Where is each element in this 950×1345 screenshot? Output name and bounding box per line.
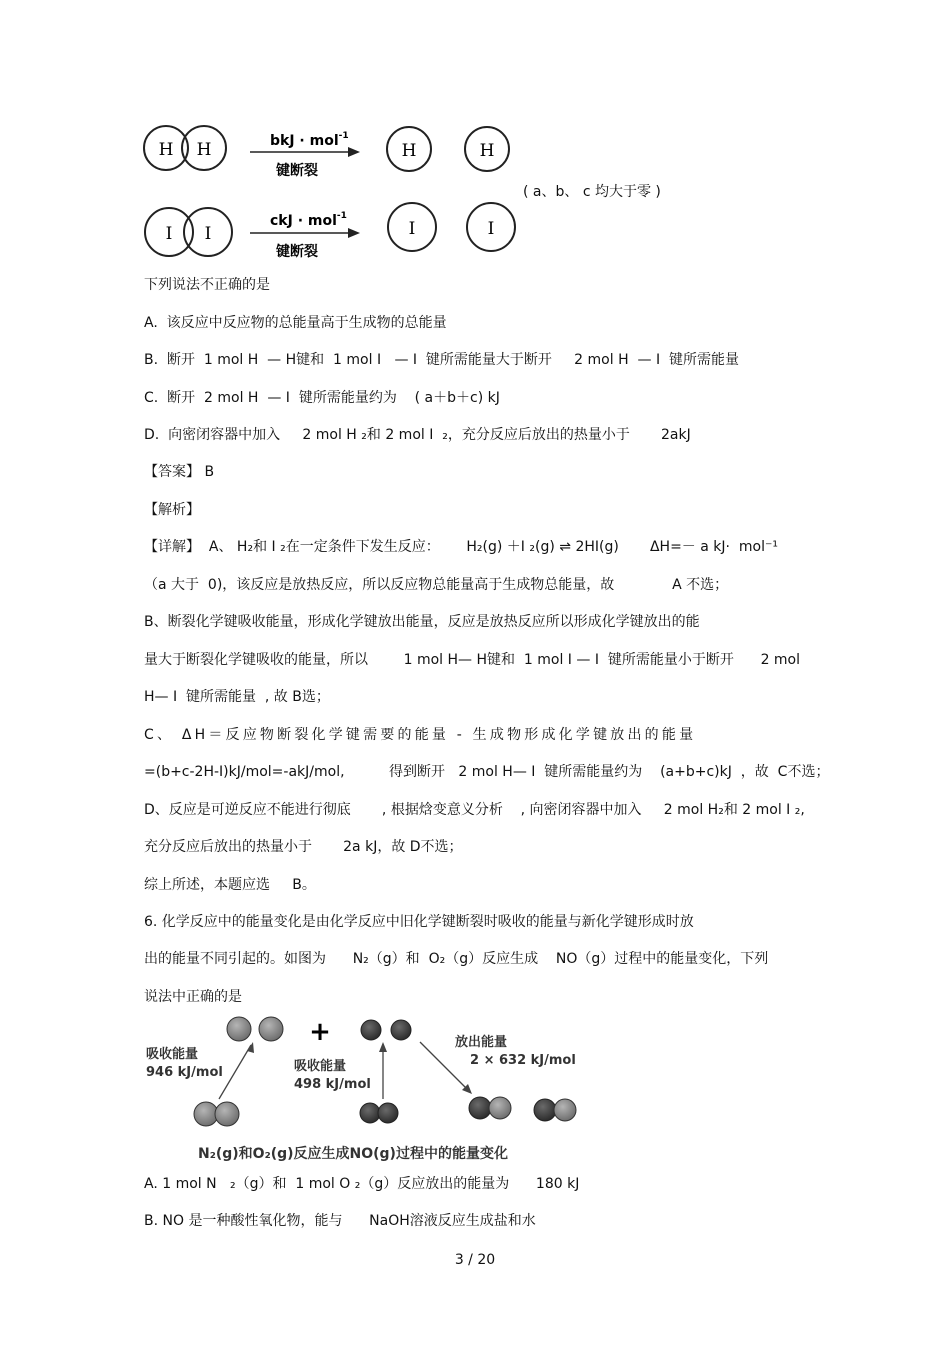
q5-explanation-line-1: 【详解】 A、 H₂和 I ₂在一定条件下发生反应： H₂(g) ＋I ₂(g) ⇌ 2HI(g) ΔH=－ a kJ· mol⁻¹ [144,539,778,555]
o-atoms-top [361,1020,411,1040]
page-number: 3 / 20 [454,1252,496,1268]
q5-option-c: C. 断开 2 mol H — I 键所需能量约为 ( a＋b＋c) kJ [144,390,500,406]
h-atoms [387,127,509,171]
o2-molecule [360,1103,398,1123]
q5-option-b: B. 断开 1 mol H — H键和 1 mol I — I 键所需能量大于断开 2 mol H — I 键所需能量 [144,352,739,368]
svg-text:I: I [487,219,495,239]
absorb-label-o2: 吸收能量 [294,1059,347,1074]
h2-atom-right: H [196,140,212,160]
q6-stem-line-1: 6. 化学反应中的能量变化是由化学反应中旧化学键断裂时吸收的能量与新化学键形成时放 [144,914,694,930]
q5-prompt: 下列说法不正确的是 [144,277,270,293]
q6-stem-line-3: 说法中正确的是 [144,989,242,1005]
svg-text:I: I [165,224,173,244]
svg-text:H: H [479,141,495,161]
h2-molecule [144,126,226,170]
n2-molecule [194,1102,239,1126]
n2-o2-energy-diagram [0,1010,950,1180]
release-label: 放出能量 [455,1035,508,1050]
i-atoms [388,203,515,251]
q5-answer: 【答案】 B [144,464,215,480]
q5-explanation-line-5: H— I 键所需能量 , 故 B选； [144,689,330,705]
q5-option-d: D. 向密闭容器中加入 2 mol H ₂和 2 mol I ₂，充分反应后放出的热量小于 2akJ [144,427,691,443]
arrow-1 [250,131,360,179]
release-value: 2 × 632 kJ/mol [470,1053,576,1068]
q6-stem-line-2: 出的能量不同引起的。如图为 N₂（g）和 O₂（g）反应生成 NO（g）过程中的能量变化，下列 [144,951,769,967]
q5-analysis-header: 【解析】 [144,502,200,518]
diagram-caption: N₂(g)和O₂(g)反应生成NO(g)过程中的能量变化 [198,1146,508,1162]
absorb-value-n2: 946 kJ/mol [146,1065,223,1080]
arrow2-energy: ckJ · mol$^{-1}$ [270,211,347,229]
svg-text:H: H [401,141,417,161]
q5-explanation-line-6: C、 ΔH＝反应物断裂化学键需要的能量 - 生成物形成化学键放出的能量 [144,727,697,743]
q5-explanation-line-4: 量大于断裂化学键吸收的能量，所以 1 mol H— H键和 1 mol I — I 键所需能量小于断开 2 mol [144,652,801,668]
svg-text:I: I [408,219,416,239]
q5-explanation-line-10: 综上所述，本题应选 B。 [144,877,316,893]
plus-sign: + [309,1017,331,1047]
q6-option-b: B. NO 是一种酸性氧化物，能与 NaOH溶液反应生成盐和水 [144,1213,536,1229]
q6-option-a: A. 1 mol N ₂（g）和 1 mol O ₂（g）反应放出的能量为 180 kJ [144,1176,580,1192]
absorb-label-n2: 吸收能量 [146,1047,199,1062]
q5-explanation-line-3: B、断裂化学键吸收能量，形成化学键放出能量，反应是放热反应所以形成化学键放出的能 [144,614,700,630]
q5-explanation-line-9: 充分反应后放出的热量小于 2a kJ，故 D不选； [144,839,463,855]
arrow-2 [250,211,360,260]
svg-text:I: I [204,224,212,244]
q5-option-a: A. 该反应中反应物的总能量高于生成物的总能量 [144,315,447,331]
q5-explanation-line-2: （a 大于 0)，该反应是放热反应，所以反应物总能量高于生成物总能量，故 A 不选； [144,577,729,593]
bond-breaking-diagram [0,0,950,270]
arrow2-caption: 键断裂 [276,244,318,260]
diagram-note: ( a、b、 c 均大于零 ) [523,184,661,200]
arrow1-caption: 键断裂 [276,163,318,179]
no-molecules [469,1097,576,1121]
absorb-value-o2: 498 kJ/mol [294,1077,371,1092]
i2-molecule [145,208,232,256]
q5-explanation-line-7: =(b+c-2H-I)kJ/mol=-akJ/mol, 得到断开 2 mol H— I 键所需能量约为 (a+b+c)kJ ，故 C不选； [144,764,830,780]
q5-explanation-line-8: D、反应是可逆反应不能进行彻底 , 根据焓变意义分析 , 向密闭容器中加入 2 mol H₂和 2 mol I ₂, [144,802,805,818]
h2-atom-left: H [158,140,174,160]
n-atoms-top [227,1017,283,1041]
arrow1-energy: bkJ · mol$^{-1}$ [270,131,349,149]
